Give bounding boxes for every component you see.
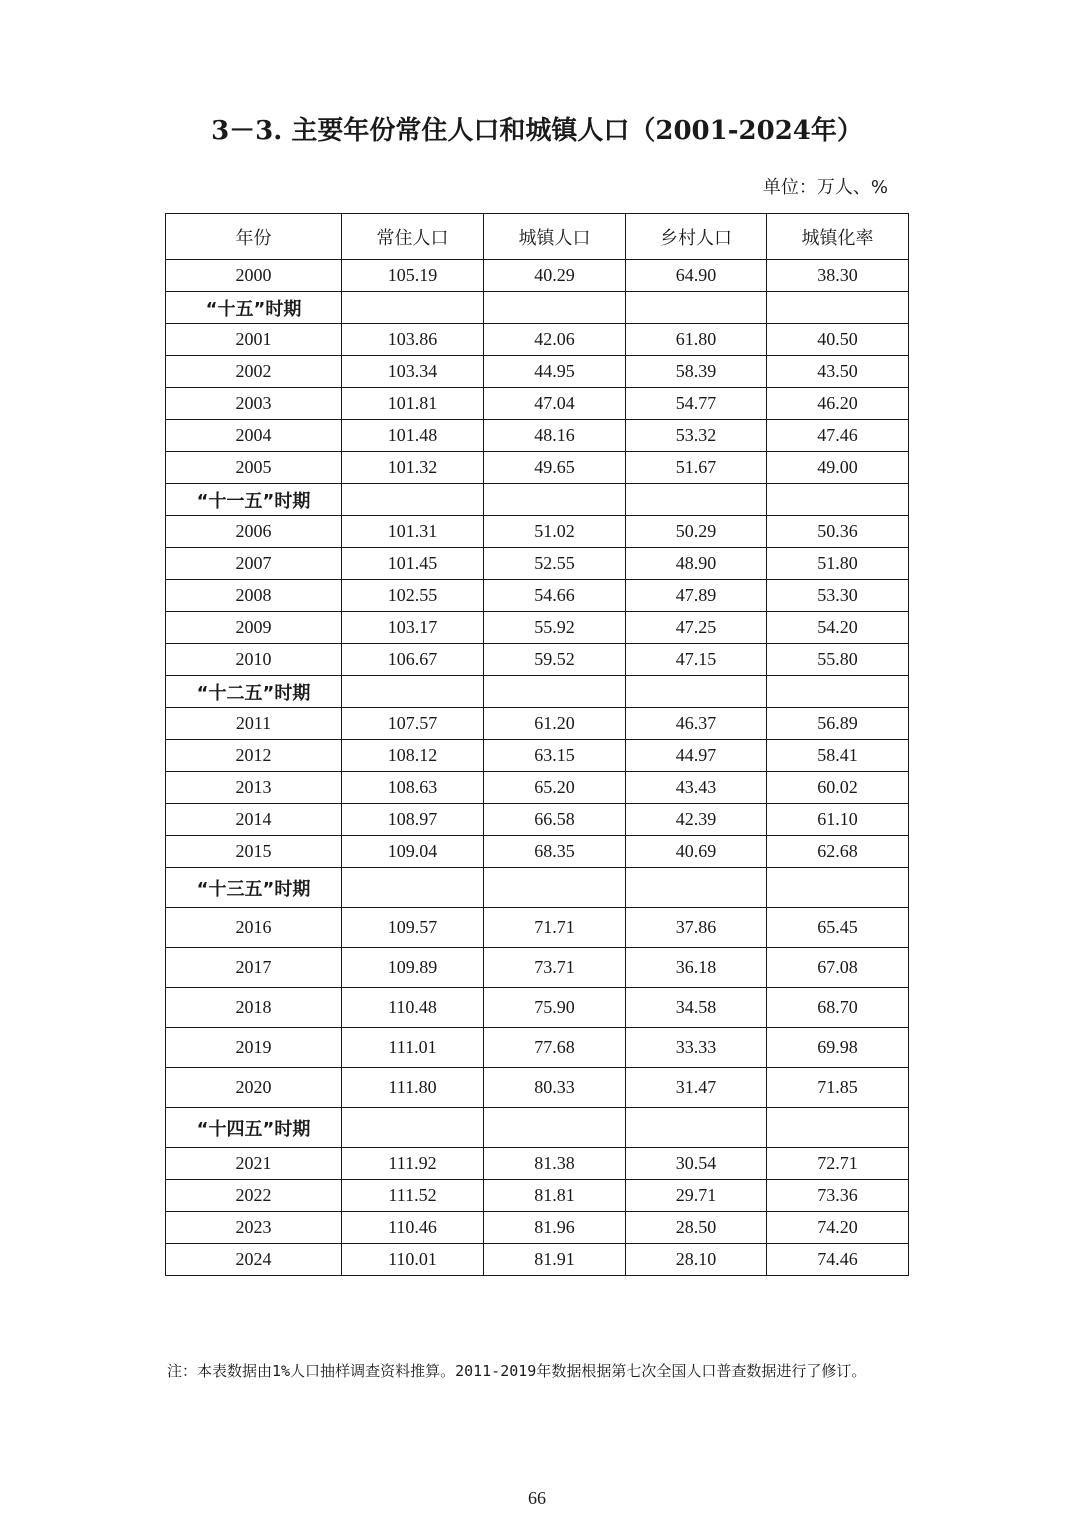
year-cell: 2021 xyxy=(166,1148,342,1180)
rural-population-cell: 37.86 xyxy=(626,908,767,948)
rural-population-cell: 30.54 xyxy=(626,1148,767,1180)
urban-population-cell: 54.66 xyxy=(484,580,626,612)
header-urban-population: 城镇人口 xyxy=(484,214,626,260)
urban-population-cell: 71.71 xyxy=(484,908,626,948)
population-table xyxy=(165,213,909,1276)
rural-population-cell: 48.90 xyxy=(626,548,767,580)
resident-population-cell: 111.52 xyxy=(342,1180,484,1212)
empty-cell xyxy=(626,1108,767,1148)
urban-population-cell: 47.04 xyxy=(484,388,626,420)
urban-population-cell: 77.68 xyxy=(484,1028,626,1068)
urbanization-rate-cell: 60.02 xyxy=(767,772,909,804)
table-row xyxy=(166,1068,909,1108)
page-number: 66 xyxy=(528,1488,546,1508)
resident-population-cell: 108.63 xyxy=(342,772,484,804)
year-cell: 2009 xyxy=(166,612,342,644)
rural-population-cell: 64.90 xyxy=(626,260,767,292)
period-row xyxy=(166,292,909,324)
table-note: 注：本表数据由1%人口抽样调查资料推算。2011-2019年数据根据第七次全国人口普查数据进行了修订。 xyxy=(167,1362,867,1380)
empty-cell xyxy=(484,676,626,708)
rural-population-cell: 61.80 xyxy=(626,324,767,356)
rural-population-cell: 28.10 xyxy=(626,1244,767,1276)
rural-population-cell: 42.39 xyxy=(626,804,767,836)
urban-population-cell: 61.20 xyxy=(484,708,626,740)
rural-population-cell: 36.18 xyxy=(626,948,767,988)
urbanization-rate-cell: 73.36 xyxy=(767,1180,909,1212)
year-cell: 2017 xyxy=(166,948,342,988)
empty-cell xyxy=(626,676,767,708)
table-row xyxy=(166,548,909,580)
table-row xyxy=(166,516,909,548)
rural-population-cell: 33.33 xyxy=(626,1028,767,1068)
empty-cell xyxy=(626,484,767,516)
urban-population-cell: 51.02 xyxy=(484,516,626,548)
resident-population-cell: 110.01 xyxy=(342,1244,484,1276)
resident-population-cell: 103.17 xyxy=(342,612,484,644)
urbanization-rate-cell: 43.50 xyxy=(767,356,909,388)
urbanization-rate-cell: 49.00 xyxy=(767,452,909,484)
year-cell: 2013 xyxy=(166,772,342,804)
urbanization-rate-cell: 56.89 xyxy=(767,708,909,740)
urban-population-cell: 44.95 xyxy=(484,356,626,388)
year-cell: 2012 xyxy=(166,740,342,772)
empty-cell xyxy=(342,484,484,516)
year-cell: 2016 xyxy=(166,908,342,948)
resident-population-cell: 106.67 xyxy=(342,644,484,676)
urbanization-rate-cell: 53.30 xyxy=(767,580,909,612)
urban-population-cell: 81.81 xyxy=(484,1180,626,1212)
urbanization-rate-cell: 71.85 xyxy=(767,1068,909,1108)
urban-population-cell: 49.65 xyxy=(484,452,626,484)
urbanization-rate-cell: 67.08 xyxy=(767,948,909,988)
year-cell: 2007 xyxy=(166,548,342,580)
urban-population-cell: 66.58 xyxy=(484,804,626,836)
rural-population-cell: 43.43 xyxy=(626,772,767,804)
resident-population-cell: 109.57 xyxy=(342,908,484,948)
resident-population-cell: 101.48 xyxy=(342,420,484,452)
resident-population-cell: 111.92 xyxy=(342,1148,484,1180)
urbanization-rate-cell: 47.46 xyxy=(767,420,909,452)
rural-population-cell: 54.77 xyxy=(626,388,767,420)
year-cell: 2010 xyxy=(166,644,342,676)
year-cell: 2020 xyxy=(166,1068,342,1108)
empty-cell xyxy=(342,676,484,708)
resident-population-cell: 109.04 xyxy=(342,836,484,868)
rural-population-cell: 50.29 xyxy=(626,516,767,548)
urban-population-cell: 65.20 xyxy=(484,772,626,804)
unit-label: 单位：万人、% xyxy=(762,177,888,198)
empty-cell xyxy=(626,292,767,324)
year-cell: 2005 xyxy=(166,452,342,484)
header-resident-population: 常住人口 xyxy=(342,214,484,260)
urban-population-cell: 81.91 xyxy=(484,1244,626,1276)
year-cell: 2008 xyxy=(166,580,342,612)
table-row xyxy=(166,804,909,836)
rural-population-cell: 47.25 xyxy=(626,612,767,644)
table-row xyxy=(166,324,909,356)
year-cell: 2006 xyxy=(166,516,342,548)
rural-population-cell: 31.47 xyxy=(626,1068,767,1108)
urbanization-rate-cell: 38.30 xyxy=(767,260,909,292)
year-cell: 2018 xyxy=(166,988,342,1028)
resident-population-cell: 102.55 xyxy=(342,580,484,612)
rural-population-cell: 47.15 xyxy=(626,644,767,676)
rural-population-cell: 34.58 xyxy=(626,988,767,1028)
urbanization-rate-cell: 62.68 xyxy=(767,836,909,868)
rural-population-cell: 46.37 xyxy=(626,708,767,740)
period-label: “十一五”时期 xyxy=(166,484,342,516)
table-body xyxy=(166,260,909,1276)
period-row xyxy=(166,484,909,516)
period-label: “十二五”时期 xyxy=(166,676,342,708)
resident-population-cell: 111.01 xyxy=(342,1028,484,1068)
rural-population-cell: 29.71 xyxy=(626,1180,767,1212)
urban-population-cell: 52.55 xyxy=(484,548,626,580)
table-row xyxy=(166,1180,909,1212)
rural-population-cell: 44.97 xyxy=(626,740,767,772)
table-row xyxy=(166,948,909,988)
table-row xyxy=(166,388,909,420)
period-row xyxy=(166,868,909,908)
table-row xyxy=(166,356,909,388)
table-row xyxy=(166,452,909,484)
empty-cell xyxy=(484,868,626,908)
table-row xyxy=(166,1148,909,1180)
resident-population-cell: 101.45 xyxy=(342,548,484,580)
empty-cell xyxy=(484,1108,626,1148)
urban-population-cell: 68.35 xyxy=(484,836,626,868)
empty-cell xyxy=(342,292,484,324)
empty-cell xyxy=(484,484,626,516)
period-row xyxy=(166,1108,909,1148)
resident-population-cell: 108.12 xyxy=(342,740,484,772)
resident-population-cell: 103.34 xyxy=(342,356,484,388)
resident-population-cell: 110.48 xyxy=(342,988,484,1028)
year-cell: 2024 xyxy=(166,1244,342,1276)
resident-population-cell: 111.80 xyxy=(342,1068,484,1108)
empty-cell xyxy=(767,484,909,516)
resident-population-cell: 105.19 xyxy=(342,260,484,292)
table-row xyxy=(166,836,909,868)
table-row xyxy=(166,1212,909,1244)
rural-population-cell: 47.89 xyxy=(626,580,767,612)
urbanization-rate-cell: 46.20 xyxy=(767,388,909,420)
resident-population-cell: 103.86 xyxy=(342,324,484,356)
year-cell: 2002 xyxy=(166,356,342,388)
empty-cell xyxy=(767,868,909,908)
urban-population-cell: 81.38 xyxy=(484,1148,626,1180)
urbanization-rate-cell: 40.50 xyxy=(767,324,909,356)
urban-population-cell: 73.71 xyxy=(484,948,626,988)
rural-population-cell: 58.39 xyxy=(626,356,767,388)
urban-population-cell: 59.52 xyxy=(484,644,626,676)
table-row xyxy=(166,612,909,644)
resident-population-cell: 107.57 xyxy=(342,708,484,740)
urban-population-cell: 42.06 xyxy=(484,324,626,356)
urbanization-rate-cell: 51.80 xyxy=(767,548,909,580)
year-cell: 2004 xyxy=(166,420,342,452)
year-cell: 2023 xyxy=(166,1212,342,1244)
empty-cell xyxy=(342,868,484,908)
table-row xyxy=(166,420,909,452)
table-row xyxy=(166,580,909,612)
resident-population-cell: 101.32 xyxy=(342,452,484,484)
year-cell: 2014 xyxy=(166,804,342,836)
urbanization-rate-cell: 58.41 xyxy=(767,740,909,772)
urban-population-cell: 63.15 xyxy=(484,740,626,772)
rural-population-cell: 51.67 xyxy=(626,452,767,484)
table-row xyxy=(166,1244,909,1276)
urban-population-cell: 48.16 xyxy=(484,420,626,452)
table-row xyxy=(166,740,909,772)
table-row xyxy=(166,1028,909,1068)
table-header-row xyxy=(166,214,909,260)
resident-population-cell: 108.97 xyxy=(342,804,484,836)
urbanization-rate-cell: 50.36 xyxy=(767,516,909,548)
empty-cell xyxy=(342,1108,484,1148)
year-cell: 2011 xyxy=(166,708,342,740)
period-label: “十四五”时期 xyxy=(166,1108,342,1148)
header-rural-population: 乡村人口 xyxy=(626,214,767,260)
resident-population-cell: 101.31 xyxy=(342,516,484,548)
header-urbanization-rate: 城镇化率 xyxy=(767,214,909,260)
urbanization-rate-cell: 68.70 xyxy=(767,988,909,1028)
table-row xyxy=(166,908,909,948)
period-row xyxy=(166,676,909,708)
urban-population-cell: 75.90 xyxy=(484,988,626,1028)
urbanization-rate-cell: 69.98 xyxy=(767,1028,909,1068)
resident-population-cell: 109.89 xyxy=(342,948,484,988)
resident-population-cell: 101.81 xyxy=(342,388,484,420)
urbanization-rate-cell: 61.10 xyxy=(767,804,909,836)
year-cell: 2001 xyxy=(166,324,342,356)
table-row xyxy=(166,772,909,804)
year-cell: 2022 xyxy=(166,1180,342,1212)
rural-population-cell: 28.50 xyxy=(626,1212,767,1244)
table-row xyxy=(166,708,909,740)
header-year: 年份 xyxy=(166,214,342,260)
year-cell: 2000 xyxy=(166,260,342,292)
resident-population-cell: 110.46 xyxy=(342,1212,484,1244)
urbanization-rate-cell: 54.20 xyxy=(767,612,909,644)
empty-cell xyxy=(484,292,626,324)
table-row xyxy=(166,644,909,676)
rural-population-cell: 53.32 xyxy=(626,420,767,452)
urbanization-rate-cell: 74.20 xyxy=(767,1212,909,1244)
urban-population-cell: 40.29 xyxy=(484,260,626,292)
empty-cell xyxy=(767,676,909,708)
year-cell: 2019 xyxy=(166,1028,342,1068)
period-label: “十三五”时期 xyxy=(166,868,342,908)
empty-cell xyxy=(767,292,909,324)
urban-population-cell: 55.92 xyxy=(484,612,626,644)
rural-population-cell: 40.69 xyxy=(626,836,767,868)
table-row xyxy=(166,260,909,292)
table-row xyxy=(166,988,909,1028)
urbanization-rate-cell: 72.71 xyxy=(767,1148,909,1180)
urban-population-cell: 81.96 xyxy=(484,1212,626,1244)
urban-population-cell: 80.33 xyxy=(484,1068,626,1108)
empty-cell xyxy=(767,1108,909,1148)
empty-cell xyxy=(626,868,767,908)
period-label: “十五”时期 xyxy=(166,292,342,324)
page-title: 3－3. 主要年份常住人口和城镇人口（2001-2024年） xyxy=(211,116,863,146)
urbanization-rate-cell: 55.80 xyxy=(767,644,909,676)
urbanization-rate-cell: 74.46 xyxy=(767,1244,909,1276)
year-cell: 2015 xyxy=(166,836,342,868)
year-cell: 2003 xyxy=(166,388,342,420)
urbanization-rate-cell: 65.45 xyxy=(767,908,909,948)
